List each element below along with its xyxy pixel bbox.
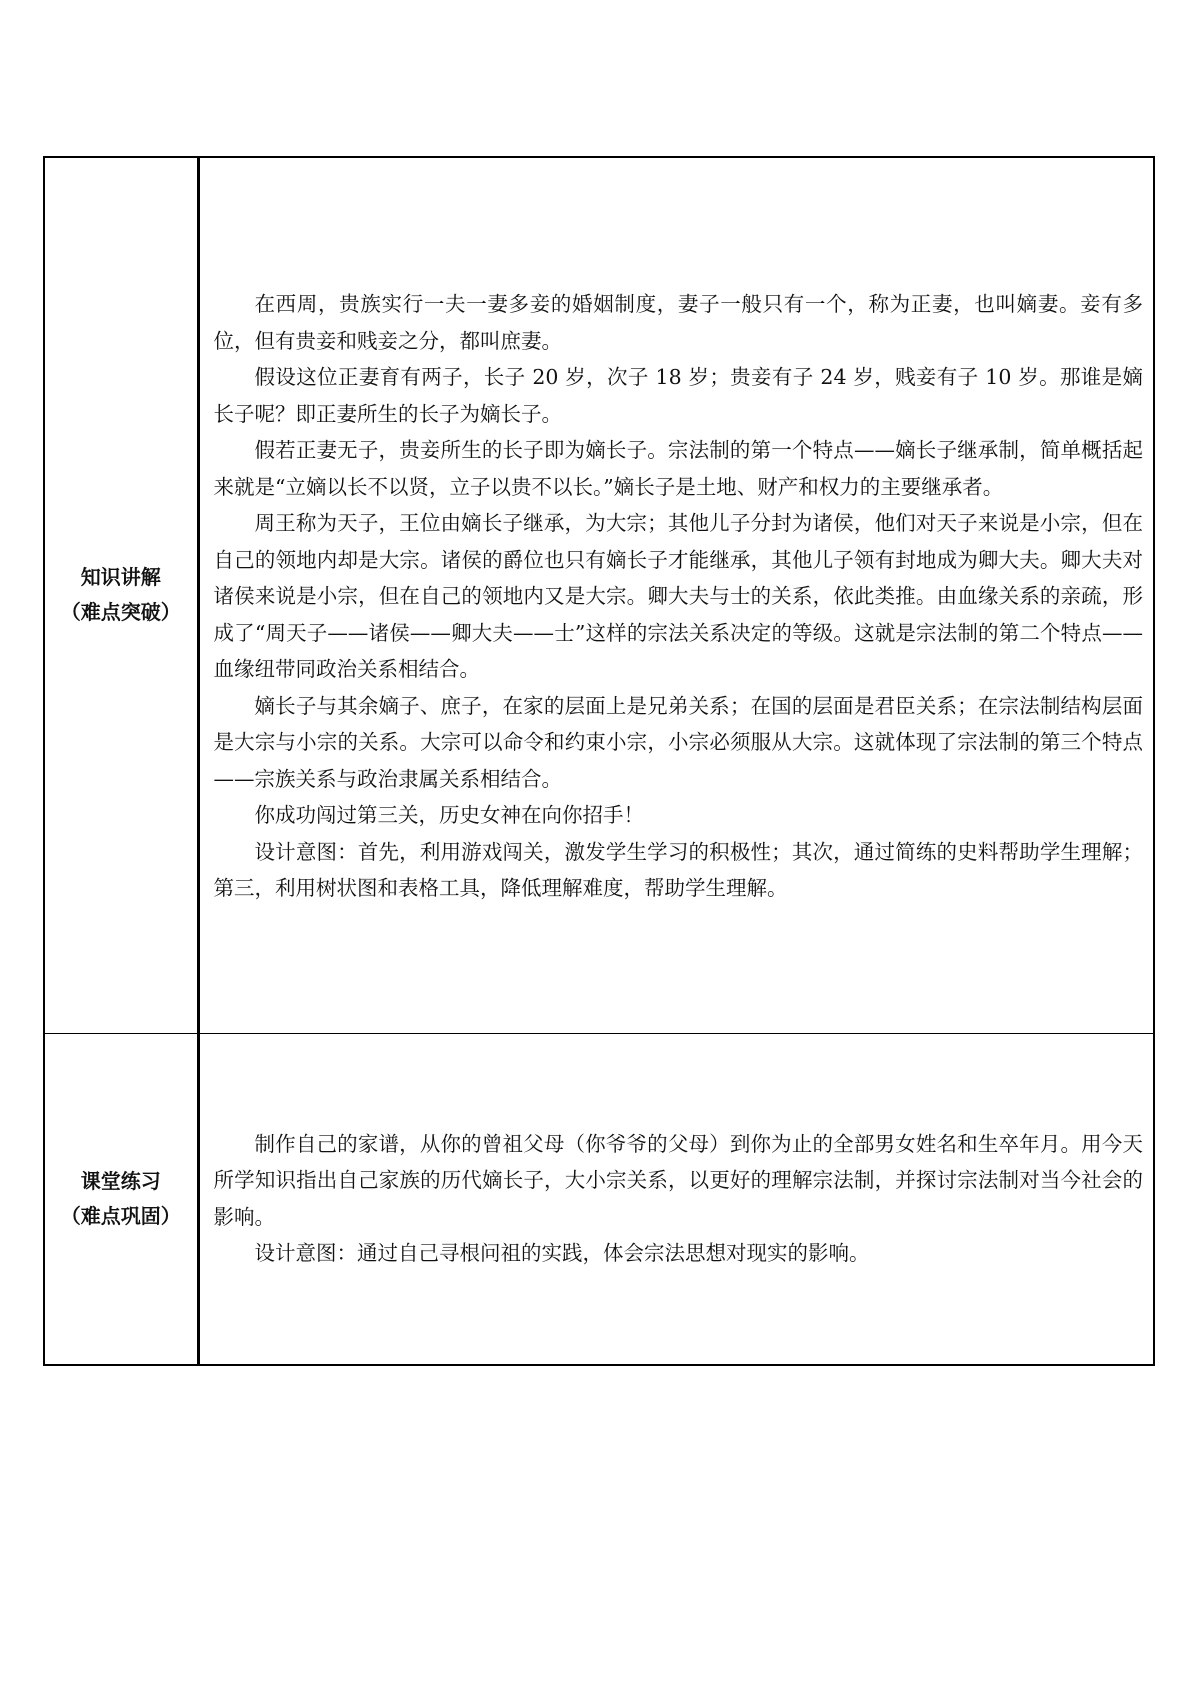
knowledge-paragraph: 假设这位正妻育有两子，长子 20 岁，次子 18 岁；贵妾有子 24 岁，贱妾有子 10 岁。那谁是嫡长子呢？即正妻所生的长子为嫡长子。 [213,365,1143,426]
knowledge-content [214,284,1144,907]
practice-label: 课堂练习 [80,1168,161,1193]
practice-sublabel: （难点巩固） [60,1203,181,1228]
knowledge-paragraph: 在西周，贵族实行一夫一妻多妾的婚姻制度，妻子一般只有一个，称为正妻，也叫嫡妻。妾有多位，但有贵妾和贱妾之分，都叫庶妻。 [213,292,1143,353]
knowledge-paragraph: 你成功闯过第三关，历史女神在向你招手！ [254,803,644,827]
knowledge-label: 知识讲解 [80,565,161,590]
knowledge-label-cell [44,157,198,1033]
lesson-plan-table [43,156,1155,1366]
practice-design-intent: 设计意图：通过自己寻根问祖的实践，体会宗法思想对现实的影响。 [254,1241,870,1266]
knowledge-paragraph: 周王称为天子，王位由嫡长子继承，为大宗；其他儿子分封为诸侯，他们对天子来说是小宗，但在自己的领地内却是大宗。诸侯的爵位也只有嫡长子才能继承，其他儿子领有封地成为卿大夫。卿大夫对诸侯来说是小宗，但在自己的领地内又是大宗。卿大夫与士的关系，依此类推。由血缘关系的亲疏，形成了“周天子——诸侯——卿大夫——士”这样的宗法关系决定的等级。这就是宗法制的第二个特点——血缘纽带同政治关系相结合。 [213,511,1143,681]
knowledge-sublabel: （难点突破） [60,600,181,625]
practice-row [44,1033,1154,1365]
knowledge-row [44,157,1154,1033]
practice-content-cell [198,1033,1154,1365]
practice-paragraph: 制作自己的家谱，从你的曾祖父母（你爷爷的父母）到你为止的全部男女姓名和生卒年月。用今天所学知识指出自己家族的历代嫡长子，大小宗关系，以更好的理解宗法制，并探讨宗法制对当今社会的影响。 [213,1131,1143,1229]
knowledge-paragraph: 嫡长子与其余嫡子、庶子，在家的层面上是兄弟关系；在国的层面是君臣关系；在宗法制结构层面是大宗与小宗的关系。大宗可以命令和约束小宗，小宗必须服从大宗。这就体现了宗法制的第三个特点——宗族关系与政治隶属关系相结合。 [213,693,1143,791]
practice-label-cell [44,1033,198,1365]
knowledge-design-intent: 设计意图：首先，利用游戏闯关，激发学生学习的积极性；其次，通过简练的史料帮助学生理解；第三，利用树状图和表格工具，降低理解难度，帮助学生理解。 [213,839,1143,900]
knowledge-content-cell [198,157,1154,1033]
practice-content [214,1126,1144,1272]
knowledge-paragraph: 假若正妻无子，贵妾所生的长子即为嫡长子。宗法制的第一个特点——嫡长子继承制，简单概括起来就是“立嫡以长不以贤，立子以贵不以长。”嫡长子是土地、财产和权力的主要继承者。 [213,438,1143,499]
